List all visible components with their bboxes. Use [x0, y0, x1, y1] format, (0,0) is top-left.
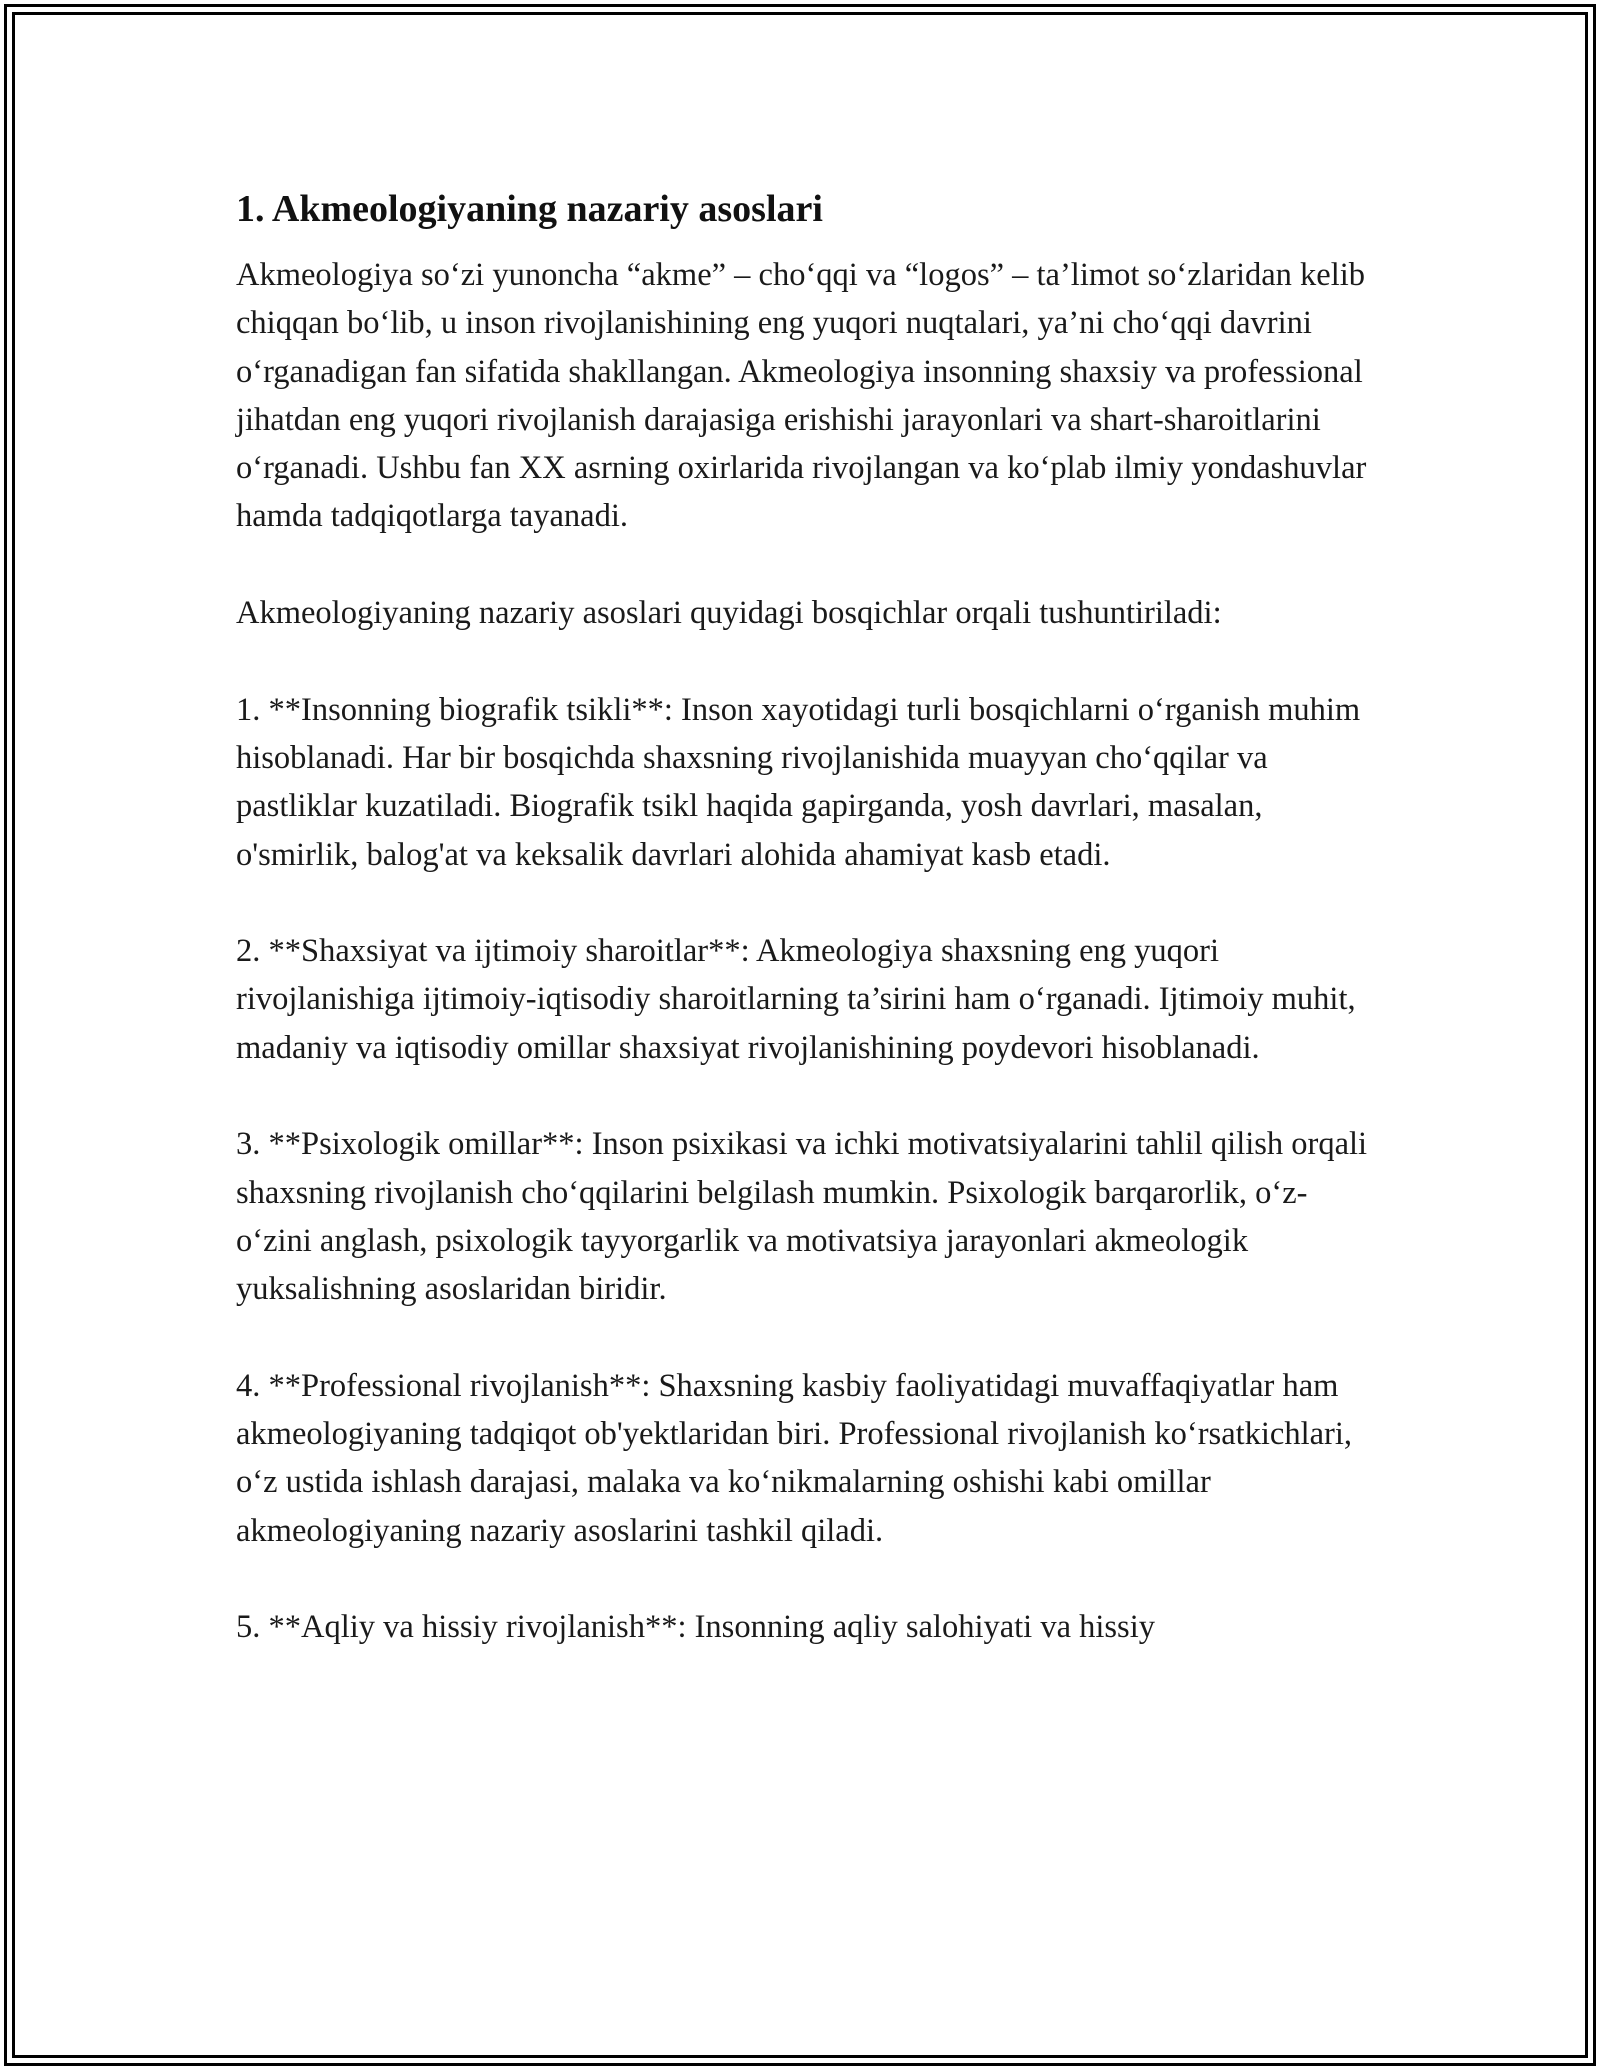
list-item-mental-emotional: 5. **Aqliy va hissiy rivojlanish**: Insonning aqliy salohiyati va hissiy [236, 1609, 1155, 1646]
list-item-professional-development: 4. **Professional rivojlanish**: Shaxsning kasbiy faoliyatidagi muvaffaqiyatlar ham akmeologiyaning tadqiqot ob'yektlaridan biri. Professional rivojlanish ko‘rsatkichlari, o‘z ustida ishlash darajasi, malaka va ko‘nikmalarning oshishi kabi omillar akmeologiyaning nazariy asoslarini tashkil qiladi. [236, 1367, 1353, 1549]
document-body [236, 185, 1376, 1700]
section-heading: 1. Akmeologiyaning nazariy asoslari [236, 188, 823, 230]
list-item-psychological-factors: 3. **Psixologik omillar**: Inson psixikasi va ichki motivatsiyalarini tahlil qilish orqali shaxsning rivojlanish cho‘qqilarini belgilash mumkin. Psixologik barqarorlik, o‘z-o‘zini anglash, psixologik tayyorgarlik va motivatsiya jarayonlari akmeologik yuksalishning asoslaridan biridir. [236, 1126, 1368, 1308]
list-item-biographical-cycle: 1. **Insonning biografik tsikli**: Inson xayotidagi turli bosqichlarni o‘rganish muhim hisoblanadi. Har bir bosqichda shaxsning rivojlanishida muayyan cho‘qqilar va pastliklar kuzatiladi. Biografik tsikl haqida gapirganda, yosh davrlari, masalan, o'smirlik, balog'at va keksalik davrlari alohida ahamiyat kasb etadi. [236, 691, 1361, 873]
list-item-personality-social: 2. **Shaxsiyat va ijtimoiy sharoitlar**: Akmeologiya shaxsning eng yuqori rivojlanishiga ijtimoiy-iqtisodiy sharoitlarning ta’sirini ham o‘rganadi. Ijtimoiy muhit, madaniy va iqtisodiy omillar shaxsiyat rivojlanishining poydevori hisoblanadi. [236, 933, 1356, 1066]
paragraph-stages-intro: Akmeologiyaning nazariy asoslari quyidagi bosqichlar orqali tushuntiriladi: [236, 595, 1222, 632]
paragraph-intro: Akmeologiya so‘zi yunoncha “akme” – cho‘qqi va “logos” – ta’limot so‘zlaridan kelib chiqqan bo‘lib, u inson rivojlanishining eng yuqori nuqtalari, ya’ni cho‘qqi davrini o‘rganadigan fan sifatida shakllangan. Akmeologiya insonning shaxsiy va professional jihatdan eng yuqori rivojlanish darajasiga erishishi jarayonlari va shart-sharoitlarini o‘rganadi. Ushbu fan XX asrning oxirlarida rivojlangan va ko‘plab ilmiy yondashuvlar hamda tadqiqotlarga tayanadi. [236, 257, 1367, 535]
